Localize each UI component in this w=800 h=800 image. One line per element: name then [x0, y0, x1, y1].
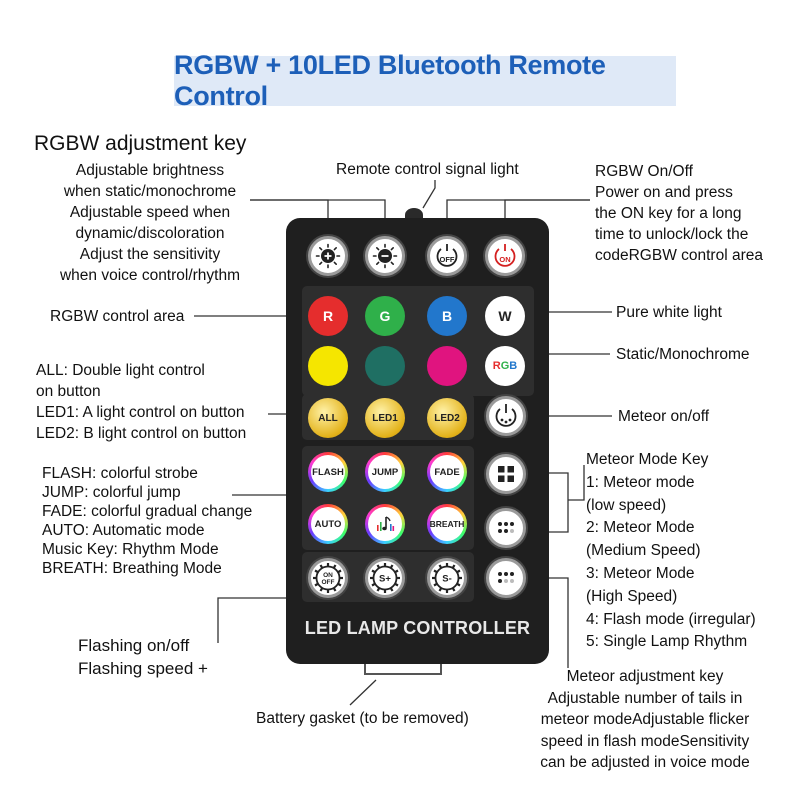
color-button-preset-4[interactable] [308, 346, 348, 386]
off-label: OFF [439, 255, 455, 264]
stars-icon [494, 519, 518, 537]
label-all-led: ALL: Double light control on button LED1: A light control on button LED2: B light control on button [36, 362, 247, 442]
power-icon [491, 242, 519, 270]
gear-icon [312, 562, 344, 594]
brightness-up-icon [315, 243, 341, 269]
flash-onoff-button[interactable] [308, 558, 348, 598]
speed-button-label: S+ [379, 573, 391, 585]
leader-line-battery [350, 680, 376, 705]
label-static-mono: Static/Monochrome [616, 346, 750, 363]
label-meteor-onoff: Meteor on/off [618, 408, 710, 425]
gear-icon [369, 562, 401, 594]
power-icon [433, 242, 461, 270]
color-button-w[interactable]: W [485, 296, 525, 336]
brightness-down-icon [372, 243, 398, 269]
leader-line-mode-key [568, 465, 584, 500]
meteor-power-icon [492, 402, 520, 430]
meteor-mode-button-3[interactable] [486, 558, 526, 598]
color-button-g[interactable]: G [365, 296, 405, 336]
meteor-mode-button-1[interactable] [486, 454, 526, 494]
mode-button-auto[interactable]: AUTO [308, 504, 348, 544]
mode-button-flash[interactable]: FLASH [308, 452, 348, 492]
on-button[interactable] [485, 236, 525, 276]
leader-line-signal [423, 180, 435, 208]
mode-button-breath[interactable]: BREATH [427, 504, 467, 544]
label-modes: FLASH: colorful strobe JUMP: colorful jump FADE: colorful gradual change AUTO: Automatic mode Music Key: Rhythm Mode BREATH: Breathing Mode [42, 465, 253, 577]
battery-gasket [364, 664, 442, 675]
color-button-preset-6[interactable] [427, 346, 467, 386]
music-note-icon [375, 514, 395, 534]
gear-icon [431, 562, 463, 594]
section-heading: RGBW adjustment key [34, 132, 247, 155]
label-meteor-mode-key: Meteor Mode Key 1: Meteor mode (low speed) 2: Meteor Mode (Medium Speed) 3: Meteor Mode (High Speed) 4: Flash mode (irregular) 5: Single Lamp Rhythm [586, 451, 756, 651]
speed-up-button[interactable] [365, 558, 405, 598]
label-rgbw-area: RGBW control area [50, 308, 185, 325]
meteor-onoff-button[interactable] [486, 396, 526, 436]
speed-button-label: OFF [321, 579, 335, 586]
mode-button-jump[interactable]: JUMP [365, 452, 405, 492]
label-signal-light: Remote control signal light [336, 161, 519, 178]
label-battery: Battery gasket (to be removed) [256, 710, 469, 727]
color-button-rgb[interactable]: R G B [485, 346, 525, 386]
speed-down-button[interactable] [427, 558, 467, 598]
label-pure-white: Pure white light [616, 304, 722, 321]
speed-button-label: S- [442, 573, 452, 585]
label-flashing: Flashing on/off Flashing speed + [78, 636, 208, 678]
controller-label: LED LAMP CONTROLLER [304, 618, 531, 638]
color-button-r[interactable]: R [308, 296, 348, 336]
music-button[interactable] [365, 504, 405, 544]
grid-icon [495, 463, 517, 485]
label-rgbw-onoff: RGBW On/Off Power on and press the ON key for a long time to unlock/lock the codeRGBW control area [595, 163, 763, 264]
off-button[interactable] [427, 236, 467, 276]
color-button-b[interactable]: B [427, 296, 467, 336]
on-label: ON [499, 255, 511, 264]
stars-icon [494, 569, 518, 587]
led-button-all[interactable]: ALL [308, 398, 348, 438]
page-title: RGBW + 10LED Bluetooth Remote Control [174, 50, 606, 111]
led-button-led1[interactable]: LED1 [365, 398, 405, 438]
label-brightness: Adjustable brightness when static/monochrome Adjustable speed when dynamic/discoloration Adjust the sensitivity when voice control/rhythm [59, 162, 241, 284]
speed-button-label: ON [323, 572, 333, 579]
brightness-up-button[interactable] [308, 236, 348, 276]
mode-button-fade[interactable]: FADE [427, 452, 467, 492]
meteor-mode-button-2[interactable] [486, 508, 526, 548]
led-button-led2[interactable]: LED2 [427, 398, 467, 438]
color-button-preset-5[interactable] [365, 346, 405, 386]
brightness-down-button[interactable] [365, 236, 405, 276]
remote-body [286, 218, 549, 664]
label-meteor-adjust: Meteor adjustment key Adjustable number of tails in meteor modeAdjustable flicker speed in flash modeSensitivity can be adjusted in voice mode [540, 668, 750, 771]
